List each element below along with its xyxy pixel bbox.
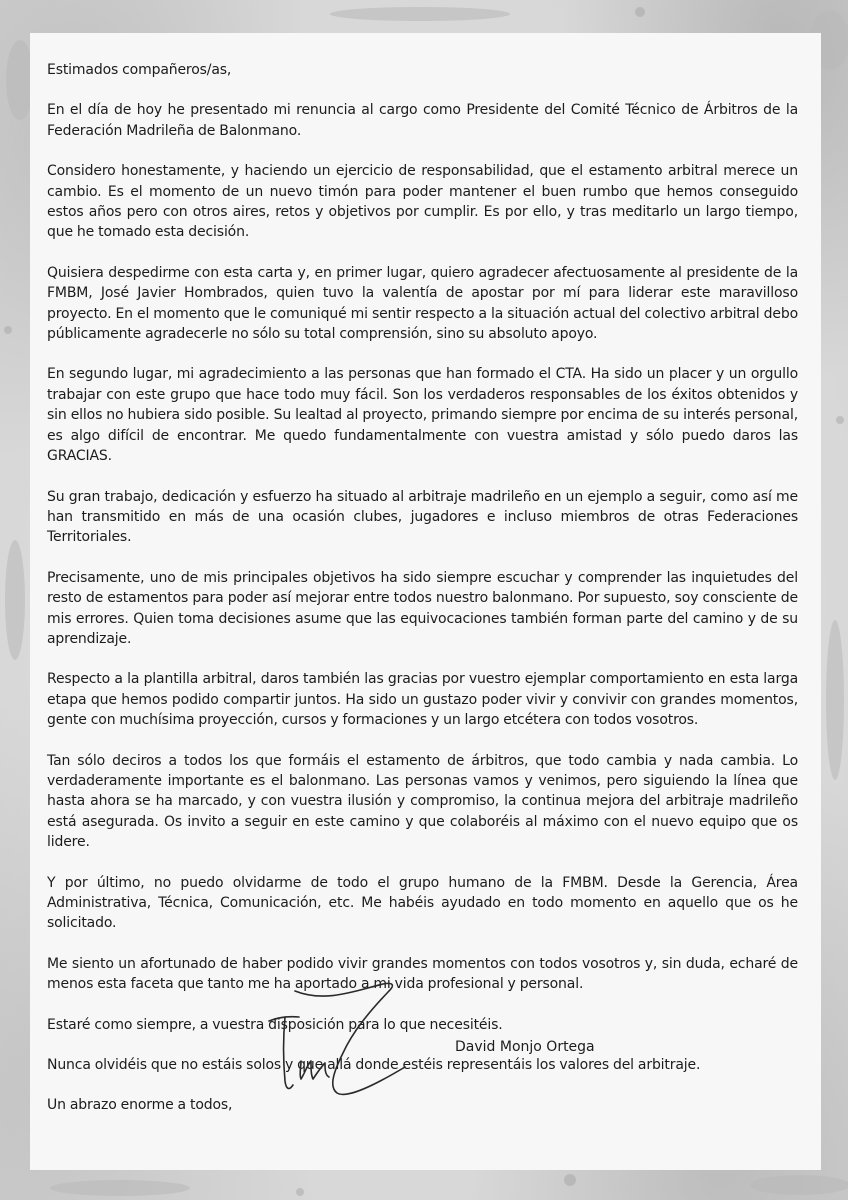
letter-paragraph: En el día de hoy he presentado mi renuncia al cargo como Presidente del Comité Técnico de Árbitros de la Federación Madrileña de Balonmano. — [47, 102, 798, 139]
letter-paragraph: Quisiera despedirme con esta carta y, en primer lugar, quiero agradecer afectuosamente al presidente de la FMBM, José Javier Hombrados, quien tuvo la valentía de apostar por mí para liderar este maravilloso proyecto. En el momento que le comuniqué mi sentir respecto a la situación actual del colectivo arbitral debo públicamente agradecerle no sólo su total comprensión, sino su absoluto apoyo. — [47, 264, 798, 343]
signature-block — [255, 981, 795, 1111]
letter-page — [30, 33, 821, 1170]
letter-paragraph: Estaré como siempre, a vuestra disposición para lo que necesitéis. — [47, 1016, 503, 1033]
letter-paragraph: Respecto a la plantilla arbitral, daros también las gracias por vuestro ejemplar comportamiento en esta larga etapa que hemos podido compartir juntos. Ha sido un gustazo poder vivir y convivir con grandes momentos, gente con muchísima proyección, cursos y formaciones y un largo etcétera con todos vosotros. — [47, 671, 798, 729]
signature-icon — [255, 981, 415, 1111]
letter-paragraph: Tan sólo deciros a todos los que formáis el estamento de árbitros, que todo cambia y nada cambia. Lo verdaderamente importante es el balonmano. Las personas vamos y venimos, pero siguiendo la línea que hasta ahora se ha marcado, y con vuestra ilusión y compromiso, la continua mejora del arbitraje madrileño está asegurada. Os invito a seguir en este camino y que colaboréis al máximo con el nuevo equipo que os lidere. — [47, 752, 798, 851]
letter-paragraph: Y por último, no puedo olvidarme de todo el grupo humano de la FMBM. Desde la Gerencia, Área Administrativa, Técnica, Comunicación, etc. Me habéis ayudado en todo momento en aquello que os he solicitado. — [47, 874, 798, 932]
letter-paragraph: Nunca olvidéis que no estáis solos y que allá donde estéis representáis los valores del arbitraje. — [47, 1057, 701, 1074]
letter-greeting: Estimados compañeros/as, — [47, 62, 232, 78]
letter-paragraph: Me siento un afortunado de haber podido vivir grandes momentos con todos vosotros y, sin duda, echaré de menos esta faceta que tanto me ha aportado a mi vida profesional y personal. — [47, 955, 798, 993]
letter-paragraph: Precisamente, uno de mis principales objetivos ha sido siempre escuchar y comprender las inquietudes del resto de estamentos para poder así mejorar entre todos nuestro balonmano. Por supuesto, soy consciente de mis errores. Quien toma decisiones asume que las equivocaciones también forman parte del camino y de su aprendizaje. — [47, 569, 798, 647]
letter-paragraph: Su gran trabajo, dedicación y esfuerzo ha situado al arbitraje madrileño en un ejemplo a seguir, como así me han transmitido en más de una ocasión clubes, jugadores e incluso miembros de otras Federaciones Territoriales. — [47, 488, 798, 546]
letter-closing: Un abrazo enorme a todos, — [47, 1097, 233, 1114]
letter-body — [47, 60, 798, 1116]
letter-paragraph: En segundo lugar, mi agradecimiento a las personas que han formado el CTA. Ha sido un placer y un orgullo trabajar con este grupo que hace todo muy fácil. Son los verdaderos responsables de los éxitos obtenidos y sin ellos no hubiera sido posible. Su lealtad al proyecto, primando siempre por encima de su interés personal, es algo difícil de encontrar. Me quedo fundamentalmente con vuestra amistad y sólo puedo daros las GRACIAS. — [47, 366, 798, 465]
signer-name: David Monjo Ortega — [455, 1039, 595, 1055]
letter-paragraph: Considero honestamente, y haciendo un ejercicio de responsabilidad, que el estamento arbitral merece un cambio. Es el momento de un nuevo timón para poder mantener el buen rumbo que hemos conseguido estos años pero con otros aires, retos y objetivos por cumplir. Es por ello, y tras meditarlo un largo tiempo, que he tomado esta decisión. — [47, 163, 798, 241]
